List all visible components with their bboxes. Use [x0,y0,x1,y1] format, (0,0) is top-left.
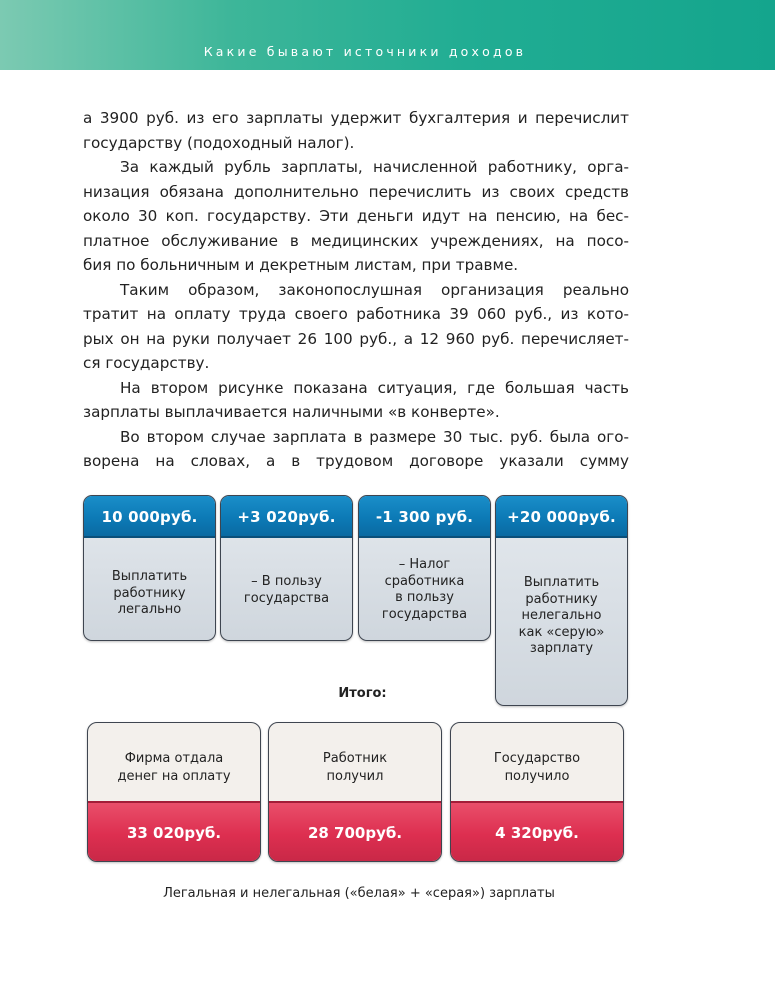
card-description [502,575,621,658]
text-line: около 30 коп. государству. Эти деньги идут на пенсию, на бес- [83,207,629,225]
text-line: а 3900 руб. из его зарплаты удержит бухгалтерия и перечислит [83,109,629,127]
desc-line: Фирма отдала [124,751,224,766]
card-income-tax [358,495,491,641]
page-header-band [0,0,775,70]
desc-line: денег на оплату [117,768,231,784]
card-amount: -1 300 руб. [359,496,490,538]
text-line: На втором рисунке показана ситуация, где большая часть [120,378,629,397]
figure-caption: Легальная и нелегальная («белая» + «серая») зарплаты [163,886,555,901]
card-state-received [450,722,624,862]
desc-line: Государство [493,751,581,766]
card-worker-received [268,722,442,862]
card-state-contribution [220,495,353,641]
card-description [365,557,484,623]
card-grey-salary [495,495,628,706]
text-line: За каждый рубль зарплаты, начисленной работнику, орга- [120,158,629,176]
desc-line: – В пользу [251,574,322,589]
card-description [275,750,435,785]
card-amount: 33 020руб. [88,801,260,861]
chapter-title: Какие бывают источники доходов [203,44,527,59]
desc-line: получил [326,768,384,784]
card-firm-spent [87,722,261,862]
text-line: рых он на руки получает 26 100 руб., а 12 960 руб. перечисляет- [83,329,629,348]
text-line: зарплаты выплачивается наличными «в конверте». [83,403,500,421]
desc-line: Выплатить [111,569,188,584]
text-line: государству (подоходный налог). [83,133,355,152]
desc-line: сработника [384,573,465,589]
desc-line: как «серую» [518,624,605,640]
desc-line: в пользу [395,590,454,605]
desc-line: Работник [322,751,388,766]
desc-line: легально [117,602,182,617]
card-amount: +20 000руб. [496,496,627,538]
text-line: Во втором случае зарплата в размере 30 тыс. руб. была ого- [120,427,629,446]
card-legal-salary [83,495,216,641]
card-description [94,750,254,785]
desc-line: – Налог [398,557,451,572]
total-label: Итого: [338,686,387,701]
text-line: ворена на словах, а в трудовом договоре указали сумму [83,452,629,470]
desc-line: работнику [113,585,186,601]
text-line: тратит на оплату труда своего работника 39 060 руб., из кото- [83,305,629,323]
card-amount: 28 700руб. [269,801,441,861]
desc-line: нелегально [521,608,602,623]
card-description [90,569,209,619]
card-description [457,750,617,785]
text-line: низация обязана дополнительно перечислить из своих средств [83,182,629,201]
text-line: ся государству. [83,354,210,372]
body-text [83,106,629,474]
card-description [227,574,346,607]
card-amount: 4 320руб. [451,801,623,861]
desc-line: работнику [525,591,598,607]
desc-line: государства [243,590,330,606]
card-amount: +3 020руб. [221,496,352,538]
card-amount: 10 000руб. [84,496,215,538]
desc-line: получило [504,768,570,784]
desc-line: Выплатить [523,575,600,590]
desc-line: зарплату [529,641,594,656]
text-line: бия по больничным и декретным листам, при травме. [83,256,519,274]
text-line: платное обслуживание в медицинских учреждениях, на посо- [83,231,629,250]
desc-line: государства [381,606,468,622]
text-line: Таким образом, законопослушная организация реально [120,280,629,299]
